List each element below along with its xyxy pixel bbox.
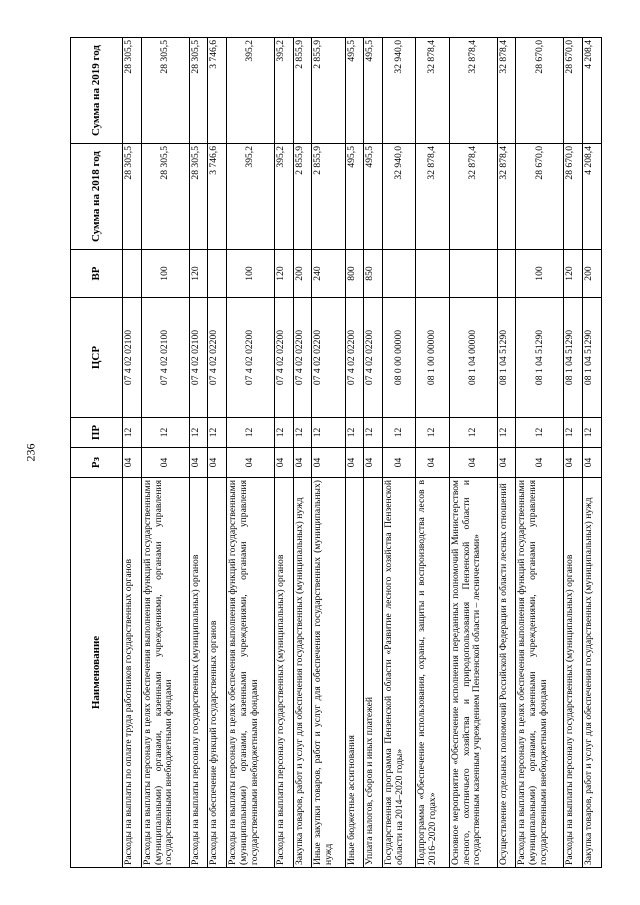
cell-csr: 08 1 04 51290 <box>583 298 602 418</box>
cell-name: Уплата налогов, сборов и иных платежей <box>364 478 383 868</box>
table-row <box>449 38 497 868</box>
cell-pr: 12 <box>416 418 449 448</box>
cell-sum-2018: 495,5 <box>364 144 383 250</box>
cell-rz: 04 <box>516 448 564 478</box>
cell-pr: 12 <box>189 418 208 448</box>
cell-pr: 12 <box>227 418 275 448</box>
cell-sum-2018: 3 746,6 <box>208 144 227 250</box>
cell-csr: 07 4 02 02200 <box>208 298 227 418</box>
table-row <box>312 38 345 868</box>
cell-name: Расходы на выплаты персоналу государственных (муниципальных) органов <box>275 478 294 868</box>
header-pr: ПР <box>71 418 123 448</box>
table-row <box>364 38 383 868</box>
header-rz: Рз <box>71 448 123 478</box>
page-number-container <box>16 0 46 905</box>
cell-csr: 07 4 02 02200 <box>227 298 275 418</box>
budget-table-container <box>70 38 602 868</box>
cell-sum-2019: 32 878,4 <box>416 38 449 144</box>
cell-pr: 12 <box>383 418 416 448</box>
cell-pr: 12 <box>275 418 294 448</box>
cell-pr: 12 <box>564 418 583 448</box>
cell-sum-2019: 28 670,0 <box>564 38 583 144</box>
cell-vr: 800 <box>345 250 364 298</box>
cell-sum-2019: 495,5 <box>364 38 383 144</box>
cell-rz: 04 <box>312 448 345 478</box>
table-body <box>123 38 602 868</box>
page-number: 236 <box>23 443 38 462</box>
cell-name: Расходы на выплаты персоналу в целях обеспечения выполнения функций государственными (муниципальными) органами, казенными учреждениями, органами управления государственными внебюджетными фондами <box>227 478 275 868</box>
cell-pr: 12 <box>141 418 189 448</box>
cell-sum-2018: 28 305,5 <box>141 144 189 250</box>
header-csr: ЦСР <box>71 298 123 418</box>
cell-sum-2019: 495,5 <box>345 38 364 144</box>
cell-vr: 100 <box>141 250 189 298</box>
cell-sum-2019: 28 305,5 <box>189 38 208 144</box>
cell-csr: 07 4 02 02100 <box>189 298 208 418</box>
cell-rz: 04 <box>449 448 497 478</box>
cell-vr <box>208 250 227 298</box>
cell-name: Основное мероприятие «Обеспечение исполнения переданных полномочий Министерством лесного, охотничьего хозяйства и природопользования Пензенской области и государственным казенным учреждением Пензенской области – лесничествами» <box>449 478 497 868</box>
cell-pr: 12 <box>364 418 383 448</box>
cell-name: Закупка товаров, работ и услуг для обеспечения государственных (муниципальных) нужд <box>293 478 312 868</box>
cell-sum-2019: 32 878,4 <box>497 38 516 144</box>
cell-sum-2018: 395,2 <box>227 144 275 250</box>
table-row <box>516 38 564 868</box>
cell-sum-2019: 28 305,5 <box>141 38 189 144</box>
cell-sum-2018: 32 878,4 <box>497 144 516 250</box>
cell-sum-2019: 28 670,0 <box>516 38 564 144</box>
cell-vr: 240 <box>312 250 345 298</box>
cell-csr: 07 4 02 02100 <box>123 298 142 418</box>
cell-rz: 04 <box>364 448 383 478</box>
cell-csr: 07 4 02 02200 <box>345 298 364 418</box>
cell-vr <box>123 250 142 298</box>
cell-sum-2019: 32 940,0 <box>383 38 416 144</box>
table-row <box>564 38 583 868</box>
cell-sum-2019: 395,2 <box>275 38 294 144</box>
cell-name: Расходы на выплаты персоналу в целях обеспечения выполнения функций государственными (муниципальными) органами, казенными учреждениями, органами управления государственными внебюджетными фондами <box>141 478 189 868</box>
table-row <box>208 38 227 868</box>
cell-sum-2018: 395,2 <box>275 144 294 250</box>
cell-sum-2019: 395,2 <box>227 38 275 144</box>
cell-vr: 850 <box>364 250 383 298</box>
cell-sum-2018: 32 940,0 <box>383 144 416 250</box>
cell-vr <box>449 250 497 298</box>
cell-csr: 08 1 04 51290 <box>564 298 583 418</box>
cell-rz: 04 <box>293 448 312 478</box>
cell-csr: 08 1 04 00000 <box>449 298 497 418</box>
cell-vr: 200 <box>583 250 602 298</box>
cell-pr: 12 <box>293 418 312 448</box>
cell-pr: 12 <box>449 418 497 448</box>
cell-csr: 08 1 04 51290 <box>497 298 516 418</box>
table-row <box>583 38 602 868</box>
cell-vr: 120 <box>189 250 208 298</box>
cell-sum-2018: 495,5 <box>345 144 364 250</box>
cell-sum-2018: 2 855,9 <box>293 144 312 250</box>
cell-csr: 08 1 00 00000 <box>416 298 449 418</box>
cell-pr: 12 <box>123 418 142 448</box>
cell-vr <box>383 250 416 298</box>
table-row <box>227 38 275 868</box>
cell-rz: 04 <box>564 448 583 478</box>
cell-rz: 04 <box>275 448 294 478</box>
cell-name: Государственная программа Пензенской области «Развитие лесного хозяйства Пензенской области на 2014–2020 годы» <box>383 478 416 868</box>
cell-vr: 200 <box>293 250 312 298</box>
cell-pr: 12 <box>208 418 227 448</box>
cell-sum-2018: 32 878,4 <box>449 144 497 250</box>
cell-rz: 04 <box>208 448 227 478</box>
cell-rz: 04 <box>383 448 416 478</box>
cell-csr: 08 1 04 51290 <box>516 298 564 418</box>
cell-sum-2018: 28 670,0 <box>564 144 583 250</box>
cell-sum-2018: 28 305,5 <box>189 144 208 250</box>
table-row <box>416 38 449 868</box>
table-row <box>189 38 208 868</box>
cell-vr: 100 <box>227 250 275 298</box>
cell-name: Расходы на выплаты персоналу государственных (муниципальных) органов <box>564 478 583 868</box>
cell-sum-2018: 4 208,4 <box>583 144 602 250</box>
table-row <box>141 38 189 868</box>
cell-csr: 07 4 02 02200 <box>275 298 294 418</box>
cell-csr: 07 4 02 02200 <box>293 298 312 418</box>
cell-rz: 04 <box>583 448 602 478</box>
cell-sum-2018: 28 670,0 <box>516 144 564 250</box>
table-row <box>275 38 294 868</box>
cell-name: Иные бюджетные ассигнования <box>345 478 364 868</box>
header-vr: ВР <box>71 250 123 298</box>
cell-rz: 04 <box>345 448 364 478</box>
cell-name: Расходы на обеспечение функций государственных органов <box>208 478 227 868</box>
cell-pr: 12 <box>516 418 564 448</box>
cell-pr: 12 <box>345 418 364 448</box>
cell-name: Закупка товаров, работ и услуг для обеспечения государственных (муниципальных) нужд <box>583 478 602 868</box>
cell-rz: 04 <box>141 448 189 478</box>
budget-table <box>70 37 602 868</box>
cell-name: Иные закупки товаров, работ и услуг для обеспечения государственных (муниципальных) нужд <box>312 478 345 868</box>
cell-sum-2019: 32 878,4 <box>449 38 497 144</box>
cell-sum-2019: 2 855,9 <box>312 38 345 144</box>
header-sum-2019: Сумма на 2019 год <box>71 38 123 144</box>
cell-vr <box>497 250 516 298</box>
table-header-row <box>71 38 123 868</box>
cell-pr: 12 <box>497 418 516 448</box>
cell-vr: 120 <box>275 250 294 298</box>
header-name: Наименование <box>71 478 123 868</box>
cell-pr: 12 <box>312 418 345 448</box>
table-row <box>497 38 516 868</box>
cell-rz: 04 <box>123 448 142 478</box>
cell-name: Расходы на выплаты по оплате труда работников государственных органов <box>123 478 142 868</box>
cell-rz: 04 <box>416 448 449 478</box>
header-sum-2018: Сумма на 2018 год <box>71 144 123 250</box>
cell-sum-2019: 3 746,6 <box>208 38 227 144</box>
cell-name: Расходы на выплаты персоналу государственных (муниципальных) органов <box>189 478 208 868</box>
cell-csr: 07 4 02 02200 <box>312 298 345 418</box>
cell-name: Подпрограмма «Обеспечение использования, охраны, защиты и воспроизводства лесов в 2016–2020 годах» <box>416 478 449 868</box>
cell-rz: 04 <box>227 448 275 478</box>
cell-csr: 08 0 00 00000 <box>383 298 416 418</box>
cell-vr: 100 <box>516 250 564 298</box>
cell-csr: 07 4 02 02200 <box>364 298 383 418</box>
cell-sum-2019: 2 855,9 <box>293 38 312 144</box>
cell-sum-2018: 2 855,9 <box>312 144 345 250</box>
cell-pr: 12 <box>583 418 602 448</box>
cell-name: Осуществление отдельных полномочий Российской Федерации в области лесных отношений <box>497 478 516 868</box>
table-row <box>345 38 364 868</box>
table-row <box>123 38 142 868</box>
cell-vr <box>416 250 449 298</box>
cell-sum-2018: 32 878,4 <box>416 144 449 250</box>
cell-rz: 04 <box>189 448 208 478</box>
cell-name: Расходы на выплаты персоналу в целях обеспечения выполнения функций государственными (муниципальными) органами, казенными учреждениями, органами управления государственными внебюджетными фондами <box>516 478 564 868</box>
cell-vr: 120 <box>564 250 583 298</box>
table-row <box>293 38 312 868</box>
table-row <box>383 38 416 868</box>
cell-sum-2018: 28 305,5 <box>123 144 142 250</box>
cell-sum-2019: 4 208,4 <box>583 38 602 144</box>
cell-sum-2019: 28 305,5 <box>123 38 142 144</box>
cell-rz: 04 <box>497 448 516 478</box>
cell-csr: 07 4 02 02100 <box>141 298 189 418</box>
